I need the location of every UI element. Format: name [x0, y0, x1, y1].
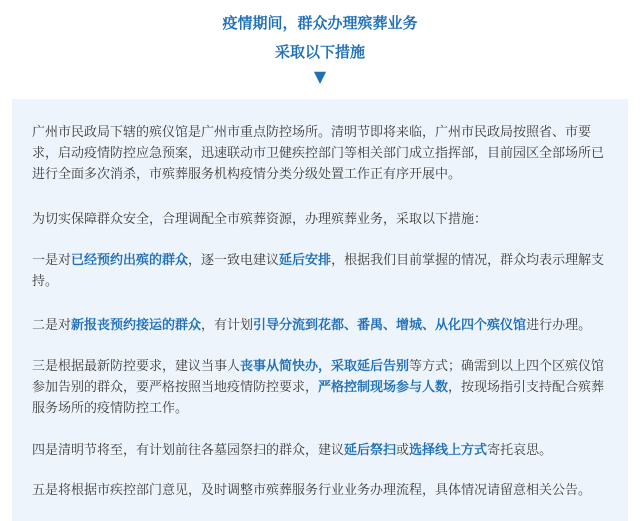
- measure-1-highlight-b: 延后安排: [279, 253, 332, 268]
- paragraph-measure-4: [32, 440, 608, 461]
- measure-4-highlight-b: 选择线上方式: [409, 443, 488, 458]
- measure-3-highlight-b: 严格控制现场参与人数: [318, 380, 449, 395]
- measure-2-text-a: 二是对: [32, 318, 72, 333]
- measure-1-highlight-a: 已经预约出殡的群众: [71, 253, 189, 268]
- measure-3-highlight-a: 丧事从简快办，采取延后告别: [240, 359, 410, 374]
- paragraph-intro: 广州市民政局下辖的殡仪馆是广州市重点防控场所。清明节即将来临，广州市民政局按照省、市要求，启动疫情防控应急预案，迅速联动市卫健疾控部门等相关部门成立指挥部，目前园区全部场所已进行全面多次消杀，市殡葬服务机构疫情分类分级处置工作正有序开展中。: [32, 125, 605, 182]
- notice-header: [0, 0, 640, 100]
- paragraph-measure-5: 五是将根据市疾控部门意见，及时调整市殡葬服务行业业务办理流程，具体情况请留意相关公告。: [32, 483, 592, 498]
- title-line-2: 采取以下措施: [274, 43, 365, 61]
- measure-4-highlight-a: 延后祭扫: [344, 443, 397, 458]
- measure-4-text-a: 四是清明节将至，有计划前往各墓园祭扫的群众，建议: [32, 443, 345, 458]
- measure-2-text-c: 进行办理。: [526, 318, 592, 333]
- title-line-1: 疫情期间，群众办理殡葬业务: [222, 14, 418, 32]
- measure-3-text-c: ，按现场指引支持配合殡葬服务场所的疫情防控工作。: [32, 380, 605, 416]
- down-arrow-icon: ▼: [313, 67, 327, 86]
- measure-1-text-b: ，逐一致电建议: [188, 253, 280, 268]
- measure-1-text-c: ，根据我们目前掌握的情况，群众均表示理解支持。: [32, 253, 605, 289]
- measure-2-highlight-b: 引导分流到花都、番禺、增城、从化四个殡仪馆: [253, 318, 527, 333]
- paragraph-measure-1: [32, 250, 608, 292]
- measure-1-text-a: 一是对: [32, 253, 72, 268]
- measure-4-text-b: 或: [396, 443, 410, 458]
- measure-2-highlight-a: 新报丧预约接运的群众: [71, 318, 202, 333]
- measure-4-text-c: 寄托哀思。: [487, 443, 553, 458]
- paragraph-measure-2: [32, 315, 608, 336]
- paragraph-measures-lead: 为切实保障群众安全，合理调配全市殡葬资源，办理殡葬业务，采取以下措施：: [32, 212, 488, 227]
- notice-panel: [12, 99, 628, 521]
- paragraph-measure-3: [32, 356, 608, 419]
- measure-2-text-b: ，有计划: [201, 318, 254, 333]
- measure-3-text-b: 等方式；确需到以上四个区殡仪馆参加告别的群众，要严格按照当地疫情防控要求，: [32, 359, 605, 395]
- measure-3-text-a: 三是根据最新防控要求，建议当事人: [32, 359, 241, 374]
